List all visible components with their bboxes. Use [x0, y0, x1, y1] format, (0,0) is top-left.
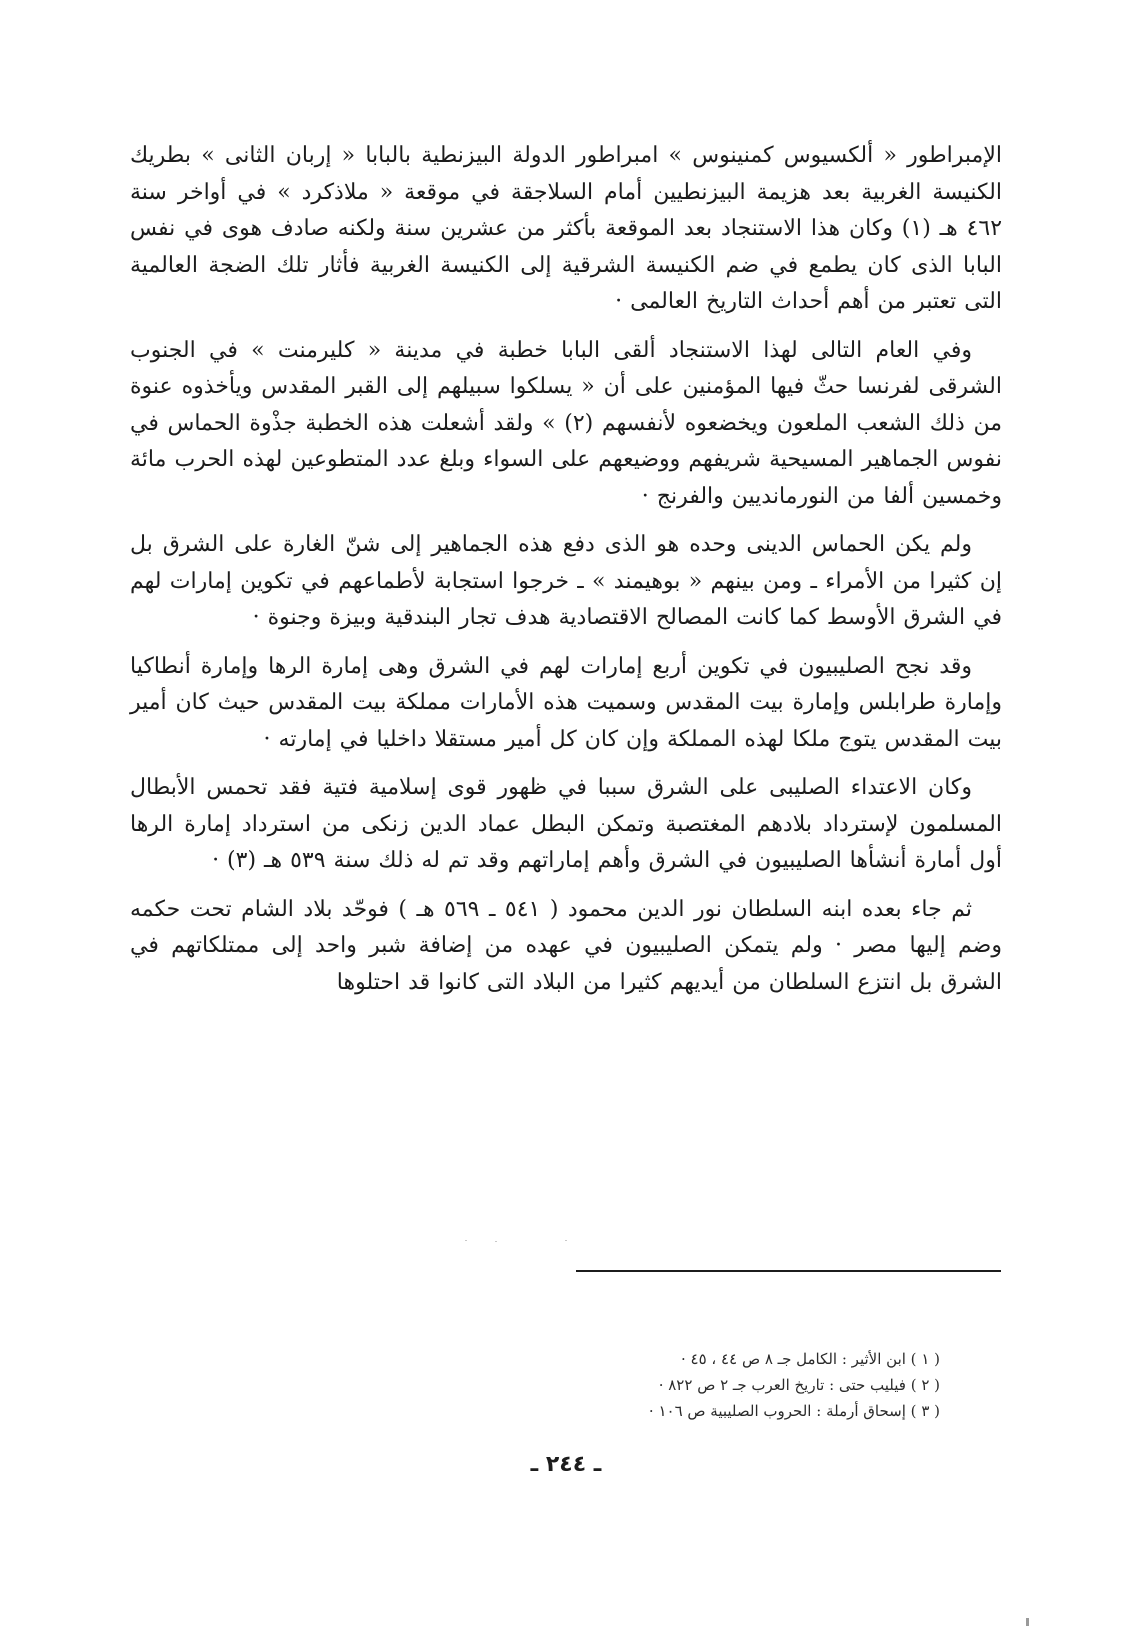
paragraph-5: وكان الاعتداء الصليبى على الشرق سببا في ظهور قوى إسلامية فتية فقد تحمس الأبطال المسلمون لإسترداد بلادهم المغتصبة وتمكن البطل عماد الدين زنكى من استرداد إمارة الرها أول أمارة أنشأها الصليبيون في الشرق وأهم إماراتهم وقد تم له ذلك سنة ٥٣٩ هـ (٣) · [130, 775, 1002, 873]
paragraph-2: وفي العام التالى لهذا الاستنجاد ألقى البابا خطبة في مدينة « كليرمنت » في الجنوب الشرقى لفرنسا حثّ فيها المؤمنين على أن « يسلكوا سبيلهم إلى القبر المقدس ويأخذوه عنوة من ذلك الشعب الملعون ويخضعوه لأنفسهم (٢) » ولقد أشعلت هذه الخطبة جذْوة الحماس في نفوس الجماهير المسيحية شريفهم ووضيعهم على السواء وبلغ عدد المتطوعين لهذه الحرب مائة وخمسين ألفا من النورمانديين والفرنج · [130, 337, 1002, 509]
scan-specks [455, 1240, 605, 1242]
paragraph-4: وقد نجح الصليبيون في تكوين أربع إمارات لهم في الشرق وهى إمارة الرها وإمارة أنطاكيا وإمارة طرابلس وإمارة بيت المقدس وسميت هذه الأمارات مملكة بيت المقدس حيث كان أمير بيت المقدس يتوج ملكا لهذه المملكة وإن كان كل أمير مستقلا داخليا في إمارته · [130, 653, 1002, 752]
footnote-2: ( ٢ ) فيليب حتى : تاريخ العرب جـ ٢ ص ٨٢٢ · [658, 1376, 940, 1394]
main-text [130, 138, 1002, 1013]
paragraph-6: ثم جاء بعده ابنه السلطان نور الدين محمود ( ٥٤١ ـ ٥٦٩ هـ ) فوحّد بلاد الشام تحت حكمه وضم إليها مصر · ولم يتمكن الصليبيون في عهده من إضافة شبر واحد إلى ممتلكاتهم في الشرق بل انتزع السلطان من أيديهم كثيرا من البلاد التى كانوا قد احتلوها [130, 896, 1002, 995]
footnote-3: ( ٣ ) إسحاق أرملة : الحروب الصليبية ص ١٠٦ · [648, 1402, 940, 1420]
scan-mark [1026, 1618, 1029, 1626]
footnotes [380, 1346, 940, 1424]
page-number: ـ ٢٤٤ ـ [530, 1452, 602, 1477]
paragraph-1: الإمبراطور « ألكسيوس كمنينوس » امبراطور الدولة البيزنطية بالبابا « إربان الثانى » بطريك الكنيسة الغربية بعد هزيمة البيزنطيين أمام السلاجقة في موقعة « ملاذكرد » في أواخر سنة ٤٦٢ هـ (١) وكان هذا الاستنجاد بعد الموقعة بأكثر من عشرين سنة ولكنه صادف هوى في نفس البابا الذى كان يطمع في ضم الكنيسة الشرقية إلى الكنيسة الغربية فأثار تلك الضجة العالمية التى تعتبر من أهم أحداث التاريخ العالمى · [130, 143, 1003, 314]
footnote-1: ( ١ ) ابن الأثير : الكامل جـ ٨ ص ٤٤ ، ٤٥ · [680, 1350, 940, 1368]
paragraph-3: ولم يكن الحماس الدينى وحده هو الذى دفع هذه الجماهير إلى شنّ الغارة على الشرق بل إن كثيرا من الأمراء ـ ومن بينهم « بوهيمند » ـ خرجوا استجابة لأطماعهم في تكوين إمارات لهم في الشرق الأوسط كما كانت المصالح الاقتصادية هدف تجار البندقية وبيزة وجنوة · [130, 532, 1002, 630]
footnote-divider [576, 1270, 1001, 1272]
